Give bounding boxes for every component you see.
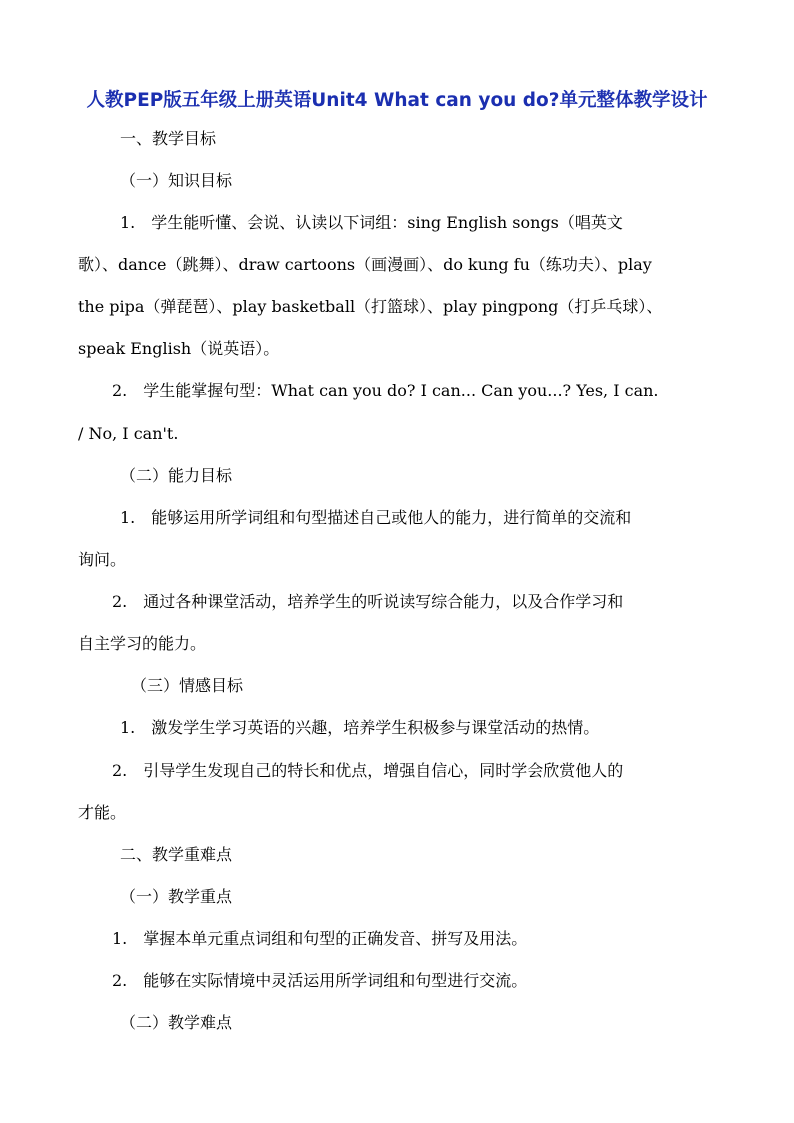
paragraph-line: 2. 学生能掌握句型：What can you do? I can... Can you...? Yes, I can.: [112, 381, 659, 400]
paragraph-line: 1. 掌握本单元重点词组和句型的正确发音、拼写及用法。: [112, 929, 528, 948]
subsection-heading-knowledge: （一）知识目标: [120, 171, 233, 190]
subsection-heading-difficulties: （二）教学难点: [120, 1013, 233, 1032]
paragraph-line: / No, I can't.: [78, 424, 179, 443]
paragraph-line: 1. 激发学生学习英语的兴趣，培养学生积极参与课堂活动的热情。: [120, 718, 600, 737]
subsection-heading-key-focus: （一）教学重点: [120, 887, 233, 906]
section-heading-teaching-objectives: 一、教学目标: [120, 129, 217, 148]
paragraph-line: 2. 通过各种课堂活动，培养学生的听说读写综合能力，以及合作学习和: [112, 592, 624, 611]
paragraph-line: 2. 引导学生发现自己的特长和优点，增强自信心，同时学会欣赏他人的: [112, 761, 624, 780]
paragraph-line: 询问。: [78, 550, 127, 569]
subsection-heading-ability: （二）能力目标: [120, 466, 233, 485]
section-heading-key-points: 二、教学重难点: [120, 845, 233, 864]
paragraph-line: 歌）、dance（跳舞）、draw cartoons（画漫画）、do kung fu（练功夫）、play: [78, 255, 652, 274]
subsection-heading-emotion: （三）情感目标: [131, 676, 244, 695]
paragraph-line: 1. 能够运用所学词组和句型描述自己或他人的能力，进行简单的交流和: [120, 508, 632, 527]
paragraph-line: 1. 学生能听懂、会说、认读以下词组：sing English songs（唱英文: [120, 213, 623, 232]
paragraph-line: 自主学习的能力。: [78, 634, 207, 653]
paragraph-line: 才能。: [78, 803, 127, 822]
document-title: 人教PEP版五年级上册英语Unit4 What can you do?单元整体教学设计: [86, 90, 708, 111]
paragraph-line: 2. 能够在实际情境中灵活运用所学词组和句型进行交流。: [112, 971, 528, 990]
paragraph-line: speak English（说英语）。: [78, 339, 280, 358]
paragraph-line: the pipa（弹琵琶）、play basketball（打篮球）、play pingpong（打乒乓球）、: [78, 297, 663, 316]
